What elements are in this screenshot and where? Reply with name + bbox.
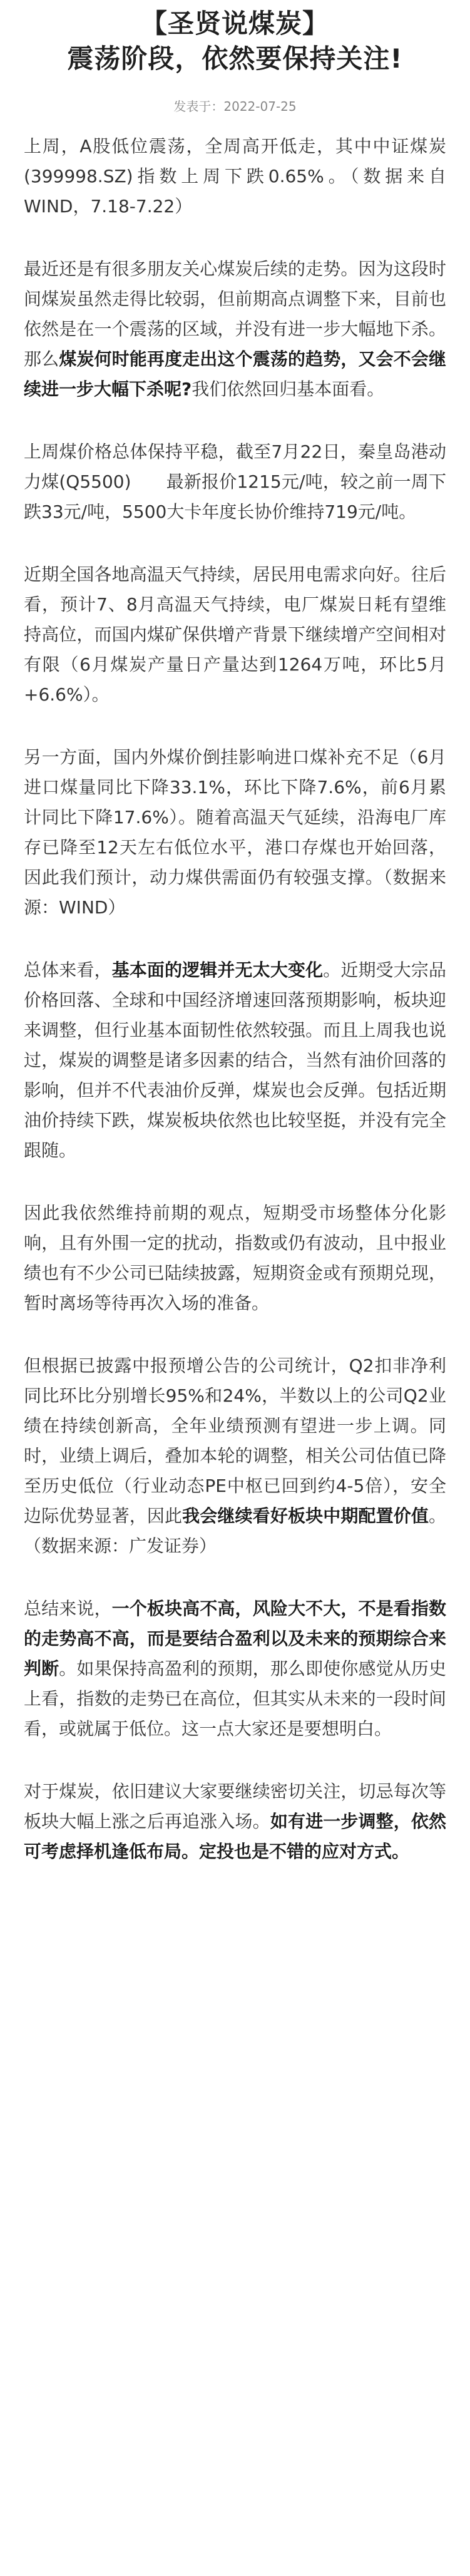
article-paragraph bbox=[24, 742, 446, 923]
article-paragraph bbox=[24, 955, 446, 1166]
paragraph-text: 上周煤价格总体保持平稳，截至7月22日，秦皇岛港动力煤(Q5500) bbox=[24, 441, 446, 492]
paragraph-text: 。如果保持高盈利的预期，那么即使你感觉从历史上看，指数的走势已在高位，但其实从未来的一段时间看，或就属于低位。这一点大家还是要想明白。 bbox=[24, 1658, 446, 1739]
article-paragraph bbox=[24, 1351, 446, 1561]
emphasis-text: 如有进一步调整，依然可考虑择机逢低布局。定投也是不错的应对方式。 bbox=[24, 1811, 446, 1862]
paragraph-text: 。近期受大宗品价格回落、全球和中国经济增速回落预期影响，板块迎来调整，但行业基本面韧性依然较强。而且上周我也说过，煤炭的调整是诸多因素的结合，当然有油价回落的影响，但并不代表油价反弹，煤炭也会反弹。包括近期油价持续下跌，煤炭板块依然也比较坚挺，并没有完全跟随。 bbox=[24, 960, 446, 1161]
article-paragraph bbox=[24, 560, 446, 710]
paragraph-text: 但根据已披露中报预增公告的公司统计，Q2扣非净利同比环比分别增长95%和24%，半数以上的公司Q2业绩在持续创新高，全年业绩预测有望进一步上调。同时，业绩上调后，叠加本轮的调整，相关公司估值已降至历史低位（行业动态PE中枢已回到约4-5倍），安全边际优势显著，因此 bbox=[24, 1355, 446, 1526]
paragraph-text: 总结来说， bbox=[24, 1598, 112, 1619]
article-paragraph bbox=[24, 1594, 446, 1744]
article-body bbox=[0, 131, 470, 1867]
emphasis-text: 一个板块高不高，风险大不大，不是看指数的走势高不高，而是要结合盈利以及未来的预期综合来判断 bbox=[24, 1598, 446, 1679]
publish-date-label: 发表于： bbox=[173, 99, 224, 114]
paragraph-text: 因此我依然维持前期的观点，短期受市场整体分化影响，且有外围一定的扰动，指数或仍有波动，且中报业绩也有不少公司已陆续披露，短期资金或有预期兑现，暂时离场等待再次入场的准备。 bbox=[24, 1203, 446, 1313]
paragraph-text: 上周，A股低位震荡，全周高开低走，其中中证煤炭(399998.SZ)指数上周下跌0.65%。（数据来自WIND，7.18-7.22） bbox=[24, 136, 446, 217]
emphasis-text: 煤炭何时能再度走出这个震荡的趋势，又会不会继续进一步大幅下杀呢? bbox=[24, 349, 446, 399]
publish-date bbox=[0, 98, 470, 115]
article-paragraph bbox=[24, 1777, 446, 1867]
article-title-line-1: 【圣贤说煤炭】 bbox=[140, 8, 329, 39]
paragraph-text: 最新报价1215元/吨，较之前一周下跌33元/吨，5500大卡年度长协价维持719元/吨。 bbox=[24, 471, 446, 522]
article-paragraph bbox=[24, 131, 446, 222]
emphasis-text: 基本面的逻辑并无太大变化 bbox=[111, 960, 324, 980]
article-paragraph bbox=[24, 1198, 446, 1318]
article-paragraph bbox=[24, 254, 446, 404]
article-title-line-2: 震荡阶段，依然要保持关注! bbox=[67, 43, 403, 74]
paragraph-text: 另一方面，国内外煤价倒挂影响进口煤补充不足（6月进口煤量同比下降33.1%，环比下降7.6%，前6月累计同比下降17.6%）。随着高温天气延续，沿海电厂库存已降至12天左右低位水平，港口存煤也开始回落，因此我们预计，动力煤供需面仍有较强支撑。（数据来源：WIND） bbox=[24, 747, 446, 918]
publish-date-value: 2022-07-25 bbox=[223, 99, 297, 114]
article-header bbox=[0, 0, 470, 76]
paragraph-text: 总体来看， bbox=[24, 960, 112, 980]
emphasis-text: 我会继续看好板块中期配置价值 bbox=[182, 1506, 429, 1526]
paragraph-text: 我们依然回归基本面看。 bbox=[192, 379, 385, 399]
paragraph-text: 。（数据来源：广发证券） bbox=[24, 1506, 446, 1556]
paragraph-text: 对于煤炭，依旧建议大家要继续密切关注，切忌每次等板块大幅上涨之后再追涨入场。 bbox=[24, 1781, 446, 1832]
paragraph-text: 近期全国各地高温天气持续，居民用电需求向好。往后看，预计7、8月高温天气持续，电厂煤炭日耗有望维持高位，而国内煤矿保供增产背景下继续增产空间相对有限（6月煤炭产量日产量达到1264万吨，环比5月+6.6%）。 bbox=[24, 564, 446, 705]
article-paragraph bbox=[24, 437, 446, 527]
paragraph-text: 最近还是有很多朋友关心煤炭后续的走势。因为这段时间煤炭虽然走得比较弱，但前期高点调整下来，目前也依然是在一个震荡的区域，并没有进一步大幅地下杀。那么 bbox=[24, 259, 446, 369]
